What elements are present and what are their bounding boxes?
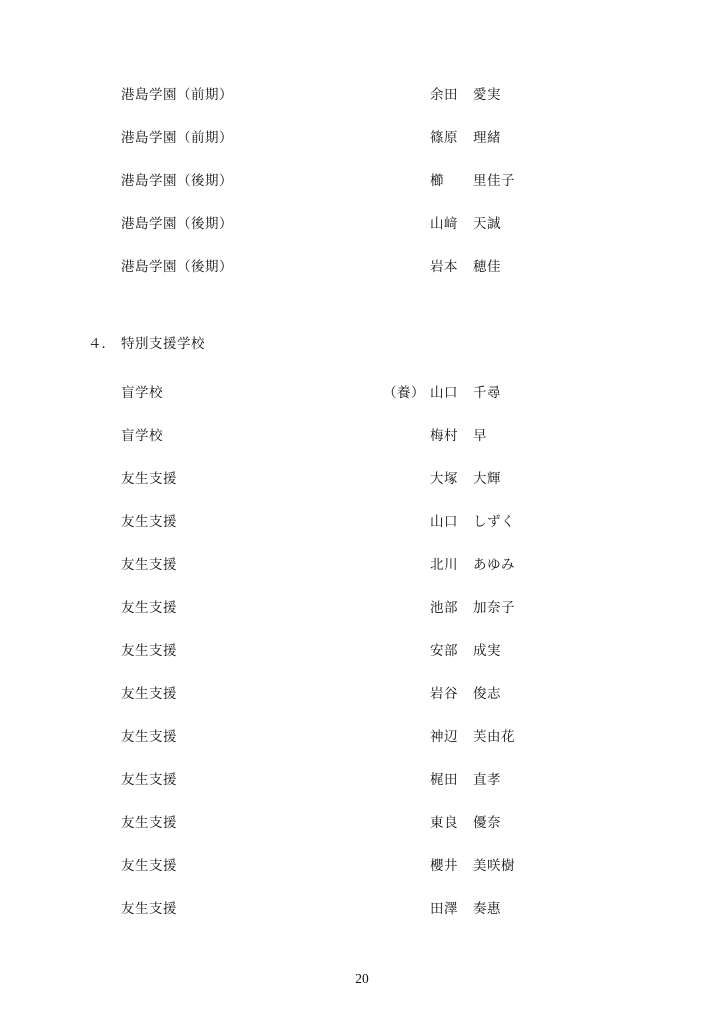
list-item: [0, 73, 724, 116]
person-name: [430, 715, 515, 758]
list-item: [0, 543, 724, 586]
person-name: [430, 672, 501, 715]
person-surname: 山口: [430, 514, 458, 529]
list-item: [0, 371, 724, 414]
list-item: [0, 586, 724, 629]
person-given-name: 天誠: [473, 216, 501, 231]
person-surname: 岩本: [430, 259, 458, 274]
person-surname: 櫛: [430, 173, 444, 188]
list-item: [0, 159, 724, 202]
list-item: [0, 758, 724, 801]
person-given-name: 芙由花: [473, 729, 515, 744]
section-spacer: [0, 288, 724, 334]
school-name: 友生支援: [121, 729, 177, 744]
person-given-name: しずく: [473, 514, 515, 529]
person-surname: 田澤: [430, 901, 458, 916]
list-group-1: [0, 73, 724, 288]
school-name: 友生支援: [121, 686, 177, 701]
person-name: [430, 202, 501, 245]
section-title: 特別支援学校: [121, 336, 205, 351]
list-item: [0, 715, 724, 758]
heading-spacer: [0, 354, 724, 371]
person-surname: 岩谷: [430, 686, 458, 701]
person-given-name: 奏惠: [473, 901, 501, 916]
person-given-name: 早: [473, 428, 487, 443]
person-given-name: 千尋: [473, 385, 501, 400]
list-item: [0, 116, 724, 159]
school-name: 友生支援: [121, 901, 177, 916]
person-given-name: 大輝: [473, 471, 501, 486]
person-surname: 東良: [430, 815, 458, 830]
list-item: [0, 629, 724, 672]
page-number: 20: [355, 971, 369, 986]
person-name: [430, 245, 501, 288]
school-name: 港島学園（後期）: [121, 216, 233, 231]
person-name: [430, 844, 515, 887]
list-item: [0, 844, 724, 887]
list-item: [0, 245, 724, 288]
person-surname: 篠原: [430, 130, 458, 145]
person-given-name: 俊志: [473, 686, 501, 701]
list-group-2: [0, 371, 724, 930]
list-item: [0, 202, 724, 245]
person-name: [430, 73, 501, 116]
person-given-name: 愛実: [473, 87, 501, 102]
list-item: [0, 887, 724, 930]
section-heading: [0, 334, 724, 354]
person-surname: 山﨑: [430, 216, 458, 231]
person-name: [430, 758, 501, 801]
school-name: 友生支援: [121, 858, 177, 873]
school-name: 盲学校: [121, 385, 163, 400]
person-given-name: 美咲樹: [473, 858, 515, 873]
person-surname: 神辺: [430, 729, 458, 744]
person-name: [430, 629, 501, 672]
school-name: 友生支援: [121, 557, 177, 572]
school-name: 港島学園（前期）: [121, 87, 233, 102]
person-surname: 櫻井: [430, 858, 458, 873]
person-given-name: 成実: [473, 643, 501, 658]
person-name: [430, 586, 515, 629]
school-name: 港島学園（前期）: [121, 130, 233, 145]
list-item: [0, 414, 724, 457]
list-item: [0, 457, 724, 500]
person-name: [430, 414, 487, 457]
person-given-name: 穂佳: [473, 259, 501, 274]
person-name: [430, 457, 501, 500]
school-name: 友生支援: [121, 471, 177, 486]
list-item: [0, 801, 724, 844]
person-surname: 梶田: [430, 772, 458, 787]
school-name: 盲学校: [121, 428, 163, 443]
person-name: [430, 801, 501, 844]
person-surname: 池部: [430, 600, 458, 615]
person-name: [430, 116, 501, 159]
list-item: [0, 500, 724, 543]
school-name: 友生支援: [121, 772, 177, 787]
person-name: [430, 887, 501, 930]
list-item: [0, 672, 724, 715]
person-surname: 梅村: [430, 428, 458, 443]
person-surname: 北川: [430, 557, 458, 572]
section-number: ４．: [88, 336, 115, 351]
qualification-mark: （養）: [383, 385, 425, 400]
person-name: [430, 371, 501, 414]
school-name: 港島学園（後期）: [121, 259, 233, 274]
person-name: [430, 159, 515, 202]
school-name: 友生支援: [121, 600, 177, 615]
school-name: 港島学園（後期）: [121, 173, 233, 188]
person-name: [430, 543, 515, 586]
person-surname: 大塚: [430, 471, 458, 486]
school-name: 友生支援: [121, 643, 177, 658]
person-given-name: あゆみ: [473, 557, 515, 572]
person-given-name: 加奈子: [473, 600, 515, 615]
top-spacer: [0, 0, 724, 73]
person-given-name: 直孝: [473, 772, 501, 787]
person-surname: 余田: [430, 87, 458, 102]
person-given-name: 里佳子: [473, 173, 515, 188]
school-name: 友生支援: [121, 514, 177, 529]
person-given-name: 理緒: [473, 130, 501, 145]
school-name: 友生支援: [121, 815, 177, 830]
person-given-name: 優奈: [473, 815, 501, 830]
person-surname: 山口: [430, 385, 458, 400]
person-name: [430, 500, 515, 543]
person-surname: 安部: [430, 643, 458, 658]
